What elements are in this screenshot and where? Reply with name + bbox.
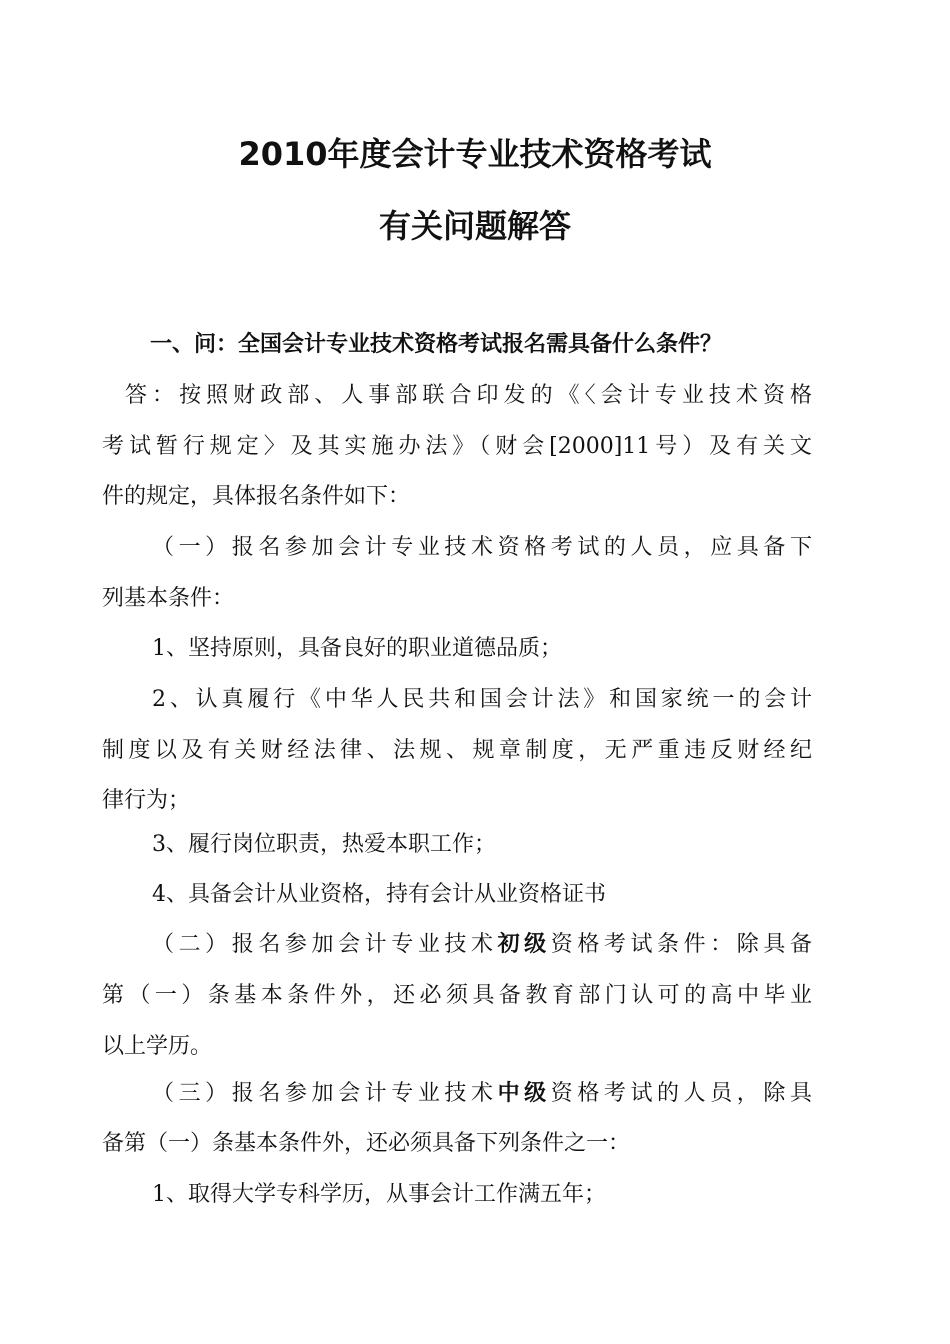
section-3-text-pre: （三）报名参加会计专业技术 xyxy=(152,1081,498,1106)
answer-line-3: 件的规定，具体报名条件如下： xyxy=(102,484,411,509)
section-3-item-1: 1、取得大学专科学历，从事会计工作满五年； xyxy=(152,1182,606,1207)
question-1: 一、问：全国会计专业技术资格考试报名需具备什么条件？ xyxy=(150,332,723,357)
item-2-line-1: 2、认真履行《中华人民共和国会计法》和国家统一的会计 xyxy=(152,687,812,712)
section-1-line-2: 列基本条件： xyxy=(102,586,235,611)
document-title: 2010年度会计专业技术资格考试 xyxy=(238,135,712,173)
item-3: 3、履行岗位职责，热爱本职工作； xyxy=(152,832,496,857)
item-2-line-3: 律行为； xyxy=(102,788,191,813)
item-4: 4、具备会计从业资格，持有会计从业资格证书 xyxy=(152,882,606,907)
section-3-line-2: 备第（一）条基本条件外，还必须具备下列条件之一： xyxy=(102,1131,631,1156)
section-2-line-3: 以上学历。 xyxy=(102,1034,213,1059)
section-2-text-post: 资格考试条件：除具备 xyxy=(550,932,812,957)
section-2-bold-term: 初级 xyxy=(497,932,551,957)
section-3-line-1 xyxy=(152,1079,812,1109)
section-2-text-pre: （二）报名参加会计专业技术 xyxy=(152,932,498,957)
section-2-line-1 xyxy=(152,930,812,960)
section-3-text-post: 资格考试的人员，除具 xyxy=(550,1081,812,1106)
answer-line-2: 考试暂行规定〉及其实施办法》（财会[2000]11号）及有关文 xyxy=(102,434,812,459)
section-3-bold-term: 中级 xyxy=(497,1081,551,1106)
document-subtitle: 有关问题解答 xyxy=(378,207,571,245)
section-2-line-2: 第（一）条基本条件外，还必须具备教育部门认可的高中毕业 xyxy=(102,983,812,1008)
item-2-line-2: 制度以及有关财经法律、法规、规章制度，无严重违反财经纪 xyxy=(102,738,812,763)
answer-line-1: 答：按照财政部、人事部联合印发的《〈会计专业技术资格 xyxy=(125,383,812,408)
item-1: 1、坚持原则，具备良好的职业道德品质； xyxy=(152,636,562,661)
section-1-line-1: （一）报名参加会计专业技术资格考试的人员，应具备下 xyxy=(152,535,812,560)
